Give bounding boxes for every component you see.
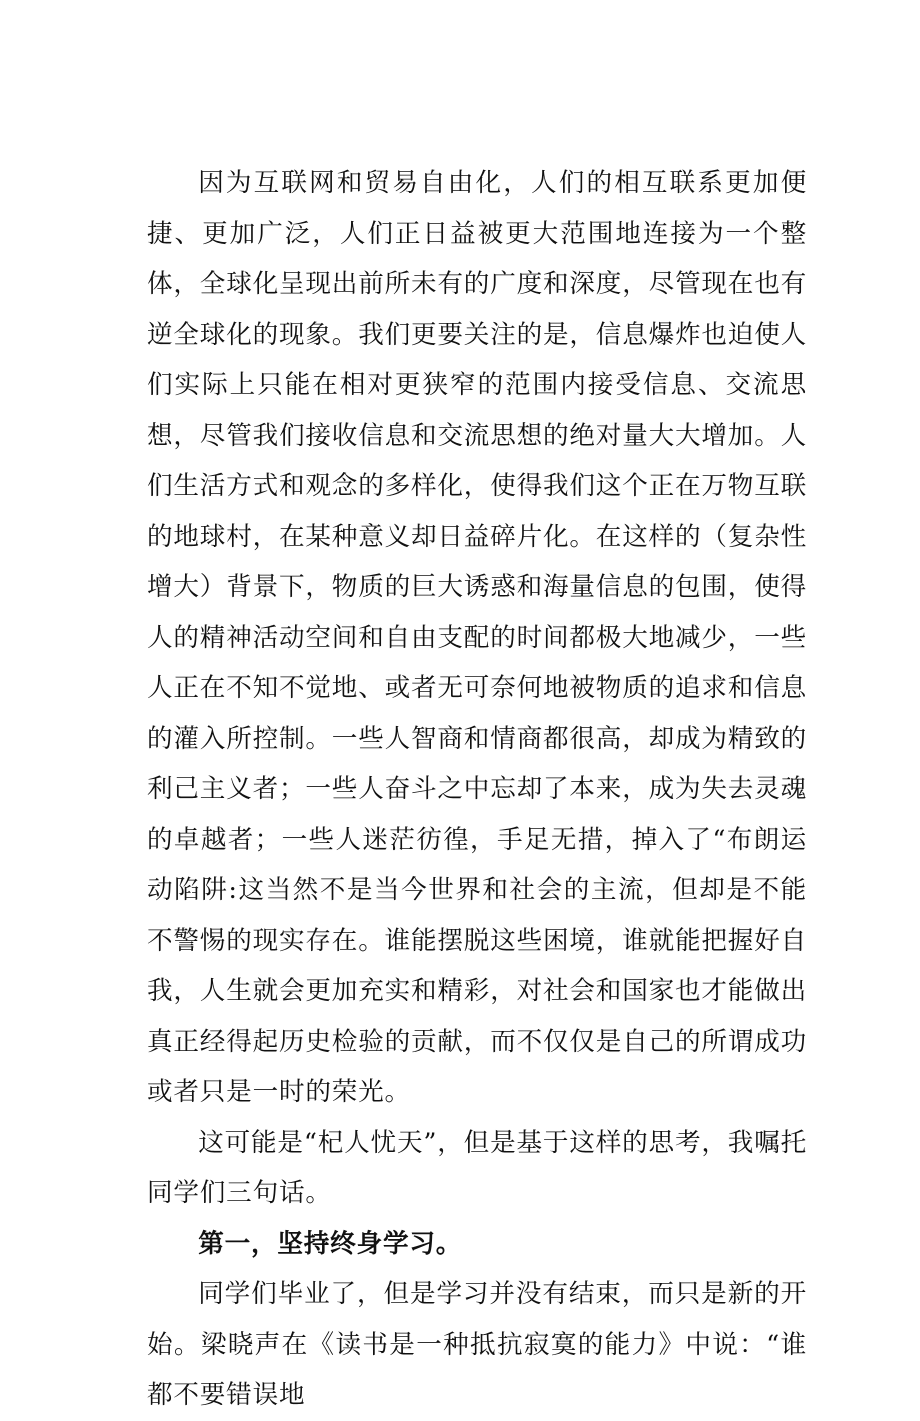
body-paragraph: 这可能是“杞人忧天”，但是基于这样的思考，我嘱托同学们三句话。 <box>147 1127 807 1208</box>
body-paragraph: 同学们毕业了，但是学习并没有结束，而只是新的开始。梁晓声在《读书是一种抵抗寂寞的能力》中说：“谁都不要错误地 <box>147 1279 807 1410</box>
body-paragraph: 因为互联网和贸易自由化，人们的相互联系更加便捷、更加广泛，人们正日益被更大范围地连接为一个整体，全球化呈现出前所未有的广度和深度，尽管现在也有逆全球化的现象。我们更要关注的是，信息爆炸也迫使人们实际上只能在相对更狭窄的范围内接受信息、交流思想，尽管我们接收信息和交流思想的绝对量大大增加。人们生活方式和观念的多样化，使得我们这个正在万物互联的地球村，在某种意义却日益碎片化。在这样的（复杂性增大）背景下，物质的巨大诱惑和海量信息的包围，使得人的精神活动空间和自由支配的时间都极大地减少，一些人正在不知不觉地、或者无可奈何地被物质的追求和信息的灌入所控制。一些人智商和情商都很高，却成为精致的利己主义者；一些人奋斗之中忘却了本来，成为失去灵魂的卓越者；一些人迷茫彷徨，手足无措，掉入了“布朗运动陷阱:这当然不是当今世界和社会的主流，但却是不能不警惕的现实存在。谁能摆脱这些困境，谁就能把握好自我，人生就会更加充实和精彩，对社会和国家也才能做出真正经得起历史检验的贡献，而不仅仅是自己的所谓成功或者只是一时的荣光。 <box>147 168 807 1107</box>
section-heading: 第一，坚持终身学习。 <box>198 1228 463 1259</box>
document-page <box>147 158 807 1421</box>
